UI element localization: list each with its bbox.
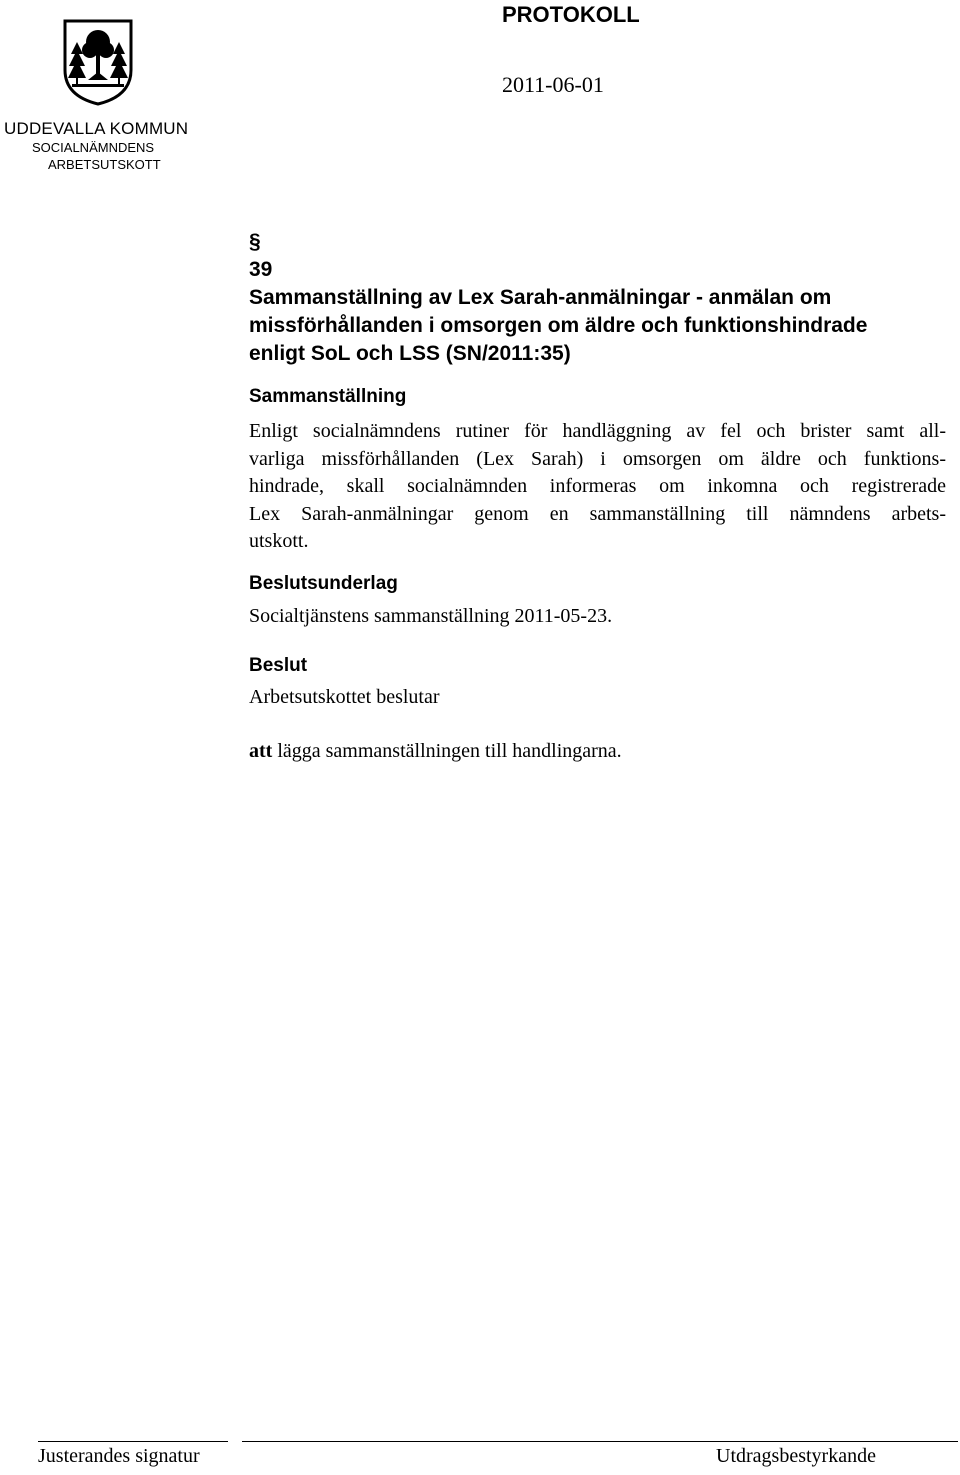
coat-of-arms-icon [62,18,134,106]
decision-heading: Beslut [249,655,308,676]
summary-line: Lex Sarah-anmälningar genom en sammanställning till nämndens arbets- [249,502,946,525]
paragraph-number-row [249,228,949,284]
decision-intro: Arbetsutskottet beslutar [249,686,440,708]
paragraph-title-line: enligt SoL och LSS (SN/2011:35) [249,342,571,365]
summary-text [249,418,946,556]
document-type: PROTOKOLL [502,2,640,27]
summary-line: utskott. [249,530,309,552]
att-keyword: att [249,740,273,762]
paragraph-symbol: § [249,230,261,253]
basis-heading: Beslutsunderlag [249,573,398,594]
paragraph-number: 39 [249,258,273,281]
organization-name: UDDEVALLA KOMMUN [4,119,189,138]
summary-line: Enligt socialnämndens rutiner för handläggning av fel och brister samt all- [249,420,946,442]
summary-heading: Sammanställning [249,386,407,407]
committee-name: SOCIALNÄMNDENS [32,140,155,155]
document-date: 2011-06-01 [502,72,604,97]
decision-clause: lägga sammanställningen till handlingarna. [272,740,622,762]
paragraph-heading [249,228,949,368]
signature-label: Justerandes signatur [38,1445,200,1467]
basis-text: Socialtjänstens sammanställning 2011-05-23. [249,605,613,627]
paragraph-title-line: missförhållanden i omsorgen om äldre och funktionshindrade [249,314,868,337]
certification-label: Utdragsbestyrkande [716,1445,876,1467]
paragraph-title-line: Sammanställning av Lex Sarah-anmälningar - anmälan om [249,286,832,309]
summary-line: hindrade, skall socialnämnden informeras om inkomna och registrerade [249,475,946,497]
subcommittee-name: ARBETSUTSKOTT [48,157,161,172]
summary-line: varliga missförhållanden (Lex Sarah) i omsorgen om äldre och funktions- [249,447,946,470]
signature-line-left [38,1441,228,1442]
signature-line-right [242,1441,958,1442]
decision-text [249,740,622,763]
